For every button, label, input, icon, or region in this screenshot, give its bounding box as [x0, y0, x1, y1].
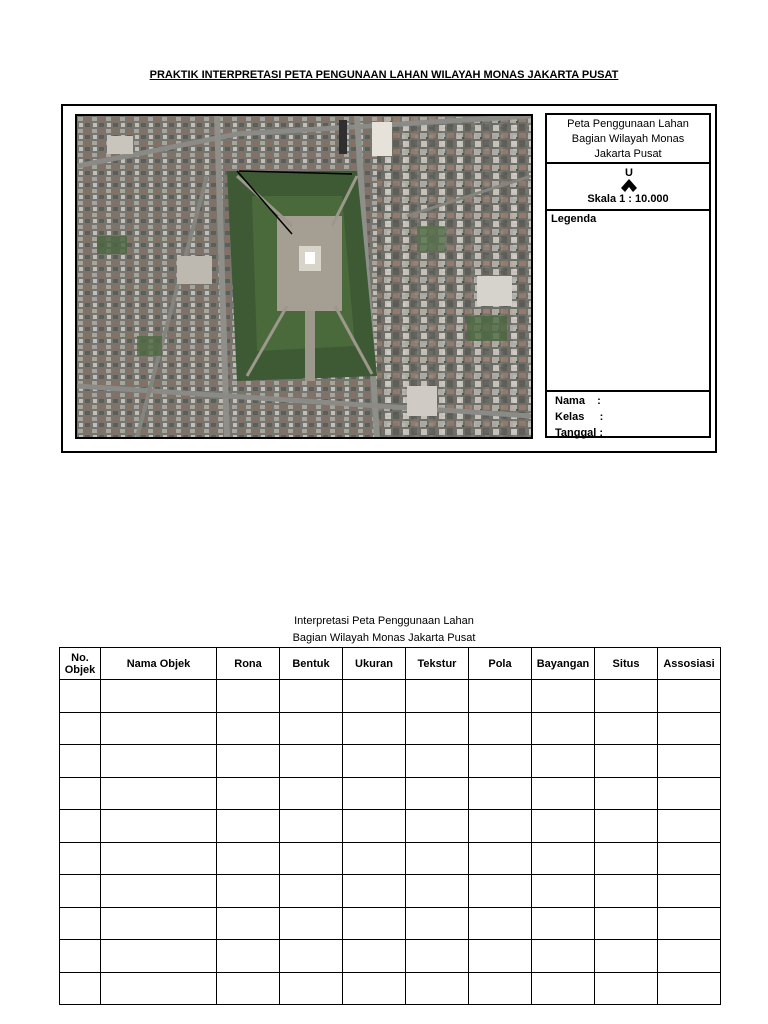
- table-cell[interactable]: [217, 680, 280, 713]
- table-cell[interactable]: [469, 745, 532, 778]
- table-cell[interactable]: [343, 712, 406, 745]
- table-cell[interactable]: [469, 875, 532, 908]
- table-row: [60, 907, 721, 940]
- table-row: [60, 940, 721, 973]
- table-title: [0, 613, 768, 647]
- table-cell[interactable]: [532, 810, 595, 843]
- table-row: [60, 712, 721, 745]
- table-cell[interactable]: [101, 777, 217, 810]
- table-cell[interactable]: [217, 907, 280, 940]
- header-assosiasi: Assosiasi: [658, 648, 721, 680]
- table-cell[interactable]: [532, 907, 595, 940]
- table-cell[interactable]: [343, 842, 406, 875]
- table-cell[interactable]: [217, 810, 280, 843]
- table-cell[interactable]: [658, 777, 721, 810]
- table-cell[interactable]: [469, 777, 532, 810]
- table-cell[interactable]: [60, 972, 101, 1005]
- table-cell[interactable]: [406, 875, 469, 908]
- table-cell[interactable]: [595, 712, 658, 745]
- map-info-panel: [545, 113, 711, 438]
- satellite-map-image: [75, 114, 533, 439]
- map-title-line: Bagian Wilayah Monas: [571, 133, 685, 145]
- table-cell[interactable]: [658, 907, 721, 940]
- table-cell[interactable]: [595, 940, 658, 973]
- table-cell[interactable]: [280, 810, 343, 843]
- table-cell[interactable]: [469, 972, 532, 1005]
- table-cell[interactable]: [406, 712, 469, 745]
- table-cell[interactable]: [406, 745, 469, 778]
- student-info-box: [547, 392, 709, 439]
- header-ukuran: Ukuran: [343, 648, 406, 680]
- header-rona: Rona: [217, 648, 280, 680]
- table-row: [60, 680, 721, 713]
- table-cell[interactable]: [595, 777, 658, 810]
- table-cell[interactable]: [343, 777, 406, 810]
- table-cell[interactable]: [60, 680, 101, 713]
- map-title-line: Peta Penggunaan Lahan: [567, 118, 689, 130]
- table-cell[interactable]: [406, 940, 469, 973]
- table-cell[interactable]: [101, 972, 217, 1005]
- table-cell[interactable]: [343, 907, 406, 940]
- table-title-line: Interpretasi Peta Penggunaan Lahan: [294, 615, 474, 627]
- table-cell[interactable]: [217, 712, 280, 745]
- page-title: PRAKTIK INTERPRETASI PETA PENGUNAAN LAHAN WILAYAH MONAS JAKARTA PUSAT: [149, 69, 619, 81]
- table-cell[interactable]: [60, 810, 101, 843]
- table-cell[interactable]: [280, 745, 343, 778]
- north-label: U: [625, 167, 633, 179]
- table-row: [60, 972, 721, 1005]
- table-cell[interactable]: [406, 907, 469, 940]
- north-arrow-icon: [619, 166, 639, 196]
- table-cell[interactable]: [217, 745, 280, 778]
- table-cell[interactable]: [280, 712, 343, 745]
- table-cell[interactable]: [217, 875, 280, 908]
- table-cell[interactable]: [532, 842, 595, 875]
- table-cell[interactable]: [101, 745, 217, 778]
- table-cell[interactable]: [280, 680, 343, 713]
- table-cell[interactable]: [469, 680, 532, 713]
- map-scale: Skala 1 : 10.000: [587, 193, 669, 205]
- table-cell[interactable]: [60, 940, 101, 973]
- table-cell[interactable]: [406, 842, 469, 875]
- table-cell[interactable]: [532, 712, 595, 745]
- table-cell[interactable]: [60, 777, 101, 810]
- table-header-row: [60, 648, 721, 680]
- table-cell[interactable]: [60, 745, 101, 778]
- table-cell[interactable]: [406, 972, 469, 1005]
- table-cell[interactable]: [217, 940, 280, 973]
- table-cell[interactable]: [217, 972, 280, 1005]
- table-cell[interactable]: [60, 907, 101, 940]
- table-cell[interactable]: [532, 680, 595, 713]
- table-cell[interactable]: [217, 777, 280, 810]
- table-cell[interactable]: [532, 875, 595, 908]
- table-cell[interactable]: [343, 875, 406, 908]
- field-nama: Nama :: [555, 395, 601, 407]
- table-cell[interactable]: [658, 745, 721, 778]
- map-title-box: [547, 115, 709, 164]
- table-cell[interactable]: [217, 842, 280, 875]
- table-cell[interactable]: [595, 875, 658, 908]
- header-bayangan: Bayangan: [532, 648, 595, 680]
- field-tanggal: Tanggal :: [555, 427, 604, 439]
- table-row: [60, 842, 721, 875]
- table-cell[interactable]: [343, 972, 406, 1005]
- table-cell[interactable]: [658, 842, 721, 875]
- table-cell[interactable]: [101, 712, 217, 745]
- header-bentuk: Bentuk: [280, 648, 343, 680]
- table-cell[interactable]: [280, 940, 343, 973]
- north-scale-box: [547, 164, 709, 211]
- table-row: [60, 810, 721, 843]
- table-cell[interactable]: [280, 777, 343, 810]
- table-cell[interactable]: [469, 940, 532, 973]
- table-cell[interactable]: [532, 745, 595, 778]
- table-cell[interactable]: [101, 940, 217, 973]
- table-cell[interactable]: [406, 680, 469, 713]
- table-cell[interactable]: [60, 712, 101, 745]
- table-cell[interactable]: [658, 712, 721, 745]
- table-cell[interactable]: [595, 680, 658, 713]
- table-cell[interactable]: [469, 842, 532, 875]
- table-cell[interactable]: [343, 810, 406, 843]
- table-cell[interactable]: [101, 680, 217, 713]
- header-tekstur: Tekstur: [406, 648, 469, 680]
- table-cell[interactable]: [101, 907, 217, 940]
- table-cell[interactable]: [469, 810, 532, 843]
- table-cell[interactable]: [343, 745, 406, 778]
- table-row: [60, 777, 721, 810]
- header-nama-objek: Nama Objek: [101, 648, 217, 680]
- table-cell[interactable]: [406, 810, 469, 843]
- table-cell[interactable]: [658, 680, 721, 713]
- table-title-line: Bagian Wilayah Monas Jakarta Pusat: [292, 632, 476, 644]
- table-cell[interactable]: [101, 875, 217, 908]
- table-cell[interactable]: [658, 940, 721, 973]
- table-cell[interactable]: [280, 907, 343, 940]
- table-cell[interactable]: [280, 972, 343, 1005]
- table-cell[interactable]: [280, 842, 343, 875]
- legend-label: Legenda: [551, 213, 597, 225]
- header-situs: Situs: [595, 648, 658, 680]
- table-cell[interactable]: [406, 777, 469, 810]
- header-no-objek: No. Objek: [60, 648, 101, 680]
- table-cell[interactable]: [343, 940, 406, 973]
- table-cell[interactable]: [595, 745, 658, 778]
- table-cell[interactable]: [280, 875, 343, 908]
- table-cell[interactable]: [101, 810, 217, 843]
- table-cell[interactable]: [532, 940, 595, 973]
- table-cell[interactable]: [101, 842, 217, 875]
- table-row: [60, 875, 721, 908]
- table-cell[interactable]: [595, 907, 658, 940]
- legend-box: [547, 211, 709, 392]
- interpretation-table: [59, 647, 721, 1005]
- map-title-line: Jakarta Pusat: [594, 148, 662, 160]
- table-cell[interactable]: [60, 875, 101, 908]
- table-cell[interactable]: [658, 875, 721, 908]
- table-cell[interactable]: [595, 972, 658, 1005]
- table-cell[interactable]: [532, 777, 595, 810]
- field-kelas: Kelas :: [555, 411, 604, 423]
- table-cell[interactable]: [658, 972, 721, 1005]
- table-cell[interactable]: [469, 712, 532, 745]
- table-cell[interactable]: [469, 907, 532, 940]
- table-cell[interactable]: [658, 810, 721, 843]
- table-cell[interactable]: [343, 680, 406, 713]
- table-cell[interactable]: [595, 810, 658, 843]
- table-cell[interactable]: [532, 972, 595, 1005]
- table-row: [60, 745, 721, 778]
- header-pola: Pola: [469, 648, 532, 680]
- table-cell[interactable]: [60, 842, 101, 875]
- table-cell[interactable]: [595, 842, 658, 875]
